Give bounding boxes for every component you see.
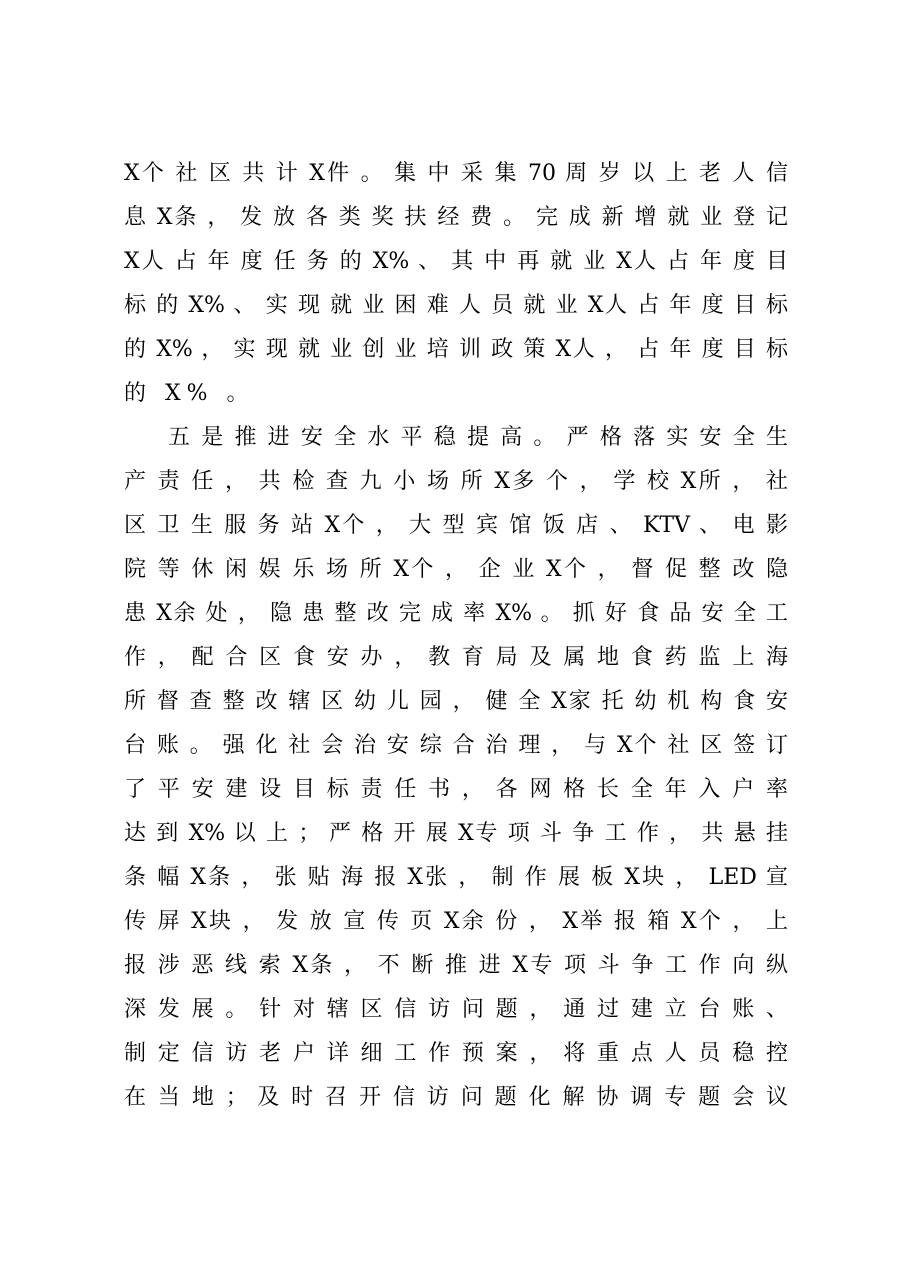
text-line: 在 当 地 ； 及 时 召 开 信 访 问 题 化 解 协 调 专 题 会 议 [124, 1085, 788, 1110]
text-line: 深 发 展 。 针 对 辖 区 信 访 问 题 ， 通 过 建 立 台 账 、 [124, 997, 788, 1022]
text-line: 区 卫 生 服 务 站 X个 ， 大 型 宾 馆 饭 店 、 KTV 、 电 影 [124, 513, 788, 538]
text-line: 达 到 X% 以 上 ； 严 格 开 展 X专 项 斗 争 工 作 ， 共 悬 挂 [124, 821, 788, 846]
text-line: 息 X条 ， 发 放 各 类 奖 扶 经 费 。 完 成 新 增 就 业 登 记 [124, 205, 788, 230]
text-line: X人 占 年 度 任 务 的 X% 、 其 中 再 就 业 X人 占 年 度 目 [124, 249, 788, 274]
text-line: 报 涉 恶 线 索 X条 ， 不 断 推 进 X专 项 斗 争 工 作 向 纵 [124, 953, 788, 978]
text-line: 了 平 安 建 设 目 标 责 任 书 ， 各 网 格 长 全 年 入 户 率 [124, 777, 788, 802]
text-line: 所 督 查 整 改 辖 区 幼 儿 园 ， 健 全 X家 托 幼 机 构 食 安 [124, 689, 788, 714]
text-line: 作 ， 配 合 区 食 安 办 ， 教 育 局 及 属 地 食 药 监 上 海 [124, 645, 788, 670]
text-line: 制 定 信 访 老 户 详 细 工 作 预 案 ， 将 重 点 人 员 稳 控 [124, 1041, 788, 1066]
text-line: 院 等 休 闲 娱 乐 场 所 X个 ， 企 业 X个 ， 督 促 整 改 隐 [124, 557, 788, 582]
text-line: 的 X% 。 [124, 381, 255, 406]
text-line: X个 社 区 共 计 X件 。 集 中 采 集 70 周 岁 以 上 老 人 信 [124, 161, 788, 186]
text-line: 传 屏 X块 ， 发 放 宣 传 页 X余 份 ， X举 报 箱 X个 ， 上 [124, 909, 788, 934]
text-line: 五 是 推 进 安 全 水 平 稳 提 高 。 严 格 落 实 安 全 生 [168, 425, 788, 450]
text-line: 条 幅 X条 ， 张 贴 海 报 X张 ， 制 作 展 板 X块 ， LED 宣 [124, 865, 788, 890]
text-line: 台 账 。 强 化 社 会 治 安 综 合 治 理 ， 与 X个 社 区 签 订 [124, 733, 788, 758]
text-line: 的 X% ， 实 现 就 业 创 业 培 训 政 策 X人 ， 占 年 度 目 标 [124, 337, 788, 362]
text-line: 标 的 X% 、 实 现 就 业 困 难 人 员 就 业 X人 占 年 度 目 标 [124, 293, 788, 318]
text-line: 患 X余 处 ， 隐 患 整 改 完 成 率 X% 。 抓 好 食 品 安 全 工 [124, 601, 788, 626]
paragraph-safety [124, 416, 788, 1120]
text-line: 产 责 任 ， 共 检 查 九 小 场 所 X多 个 ， 学 校 X所 ， 社 [124, 469, 788, 494]
paragraph-employment [124, 152, 788, 416]
